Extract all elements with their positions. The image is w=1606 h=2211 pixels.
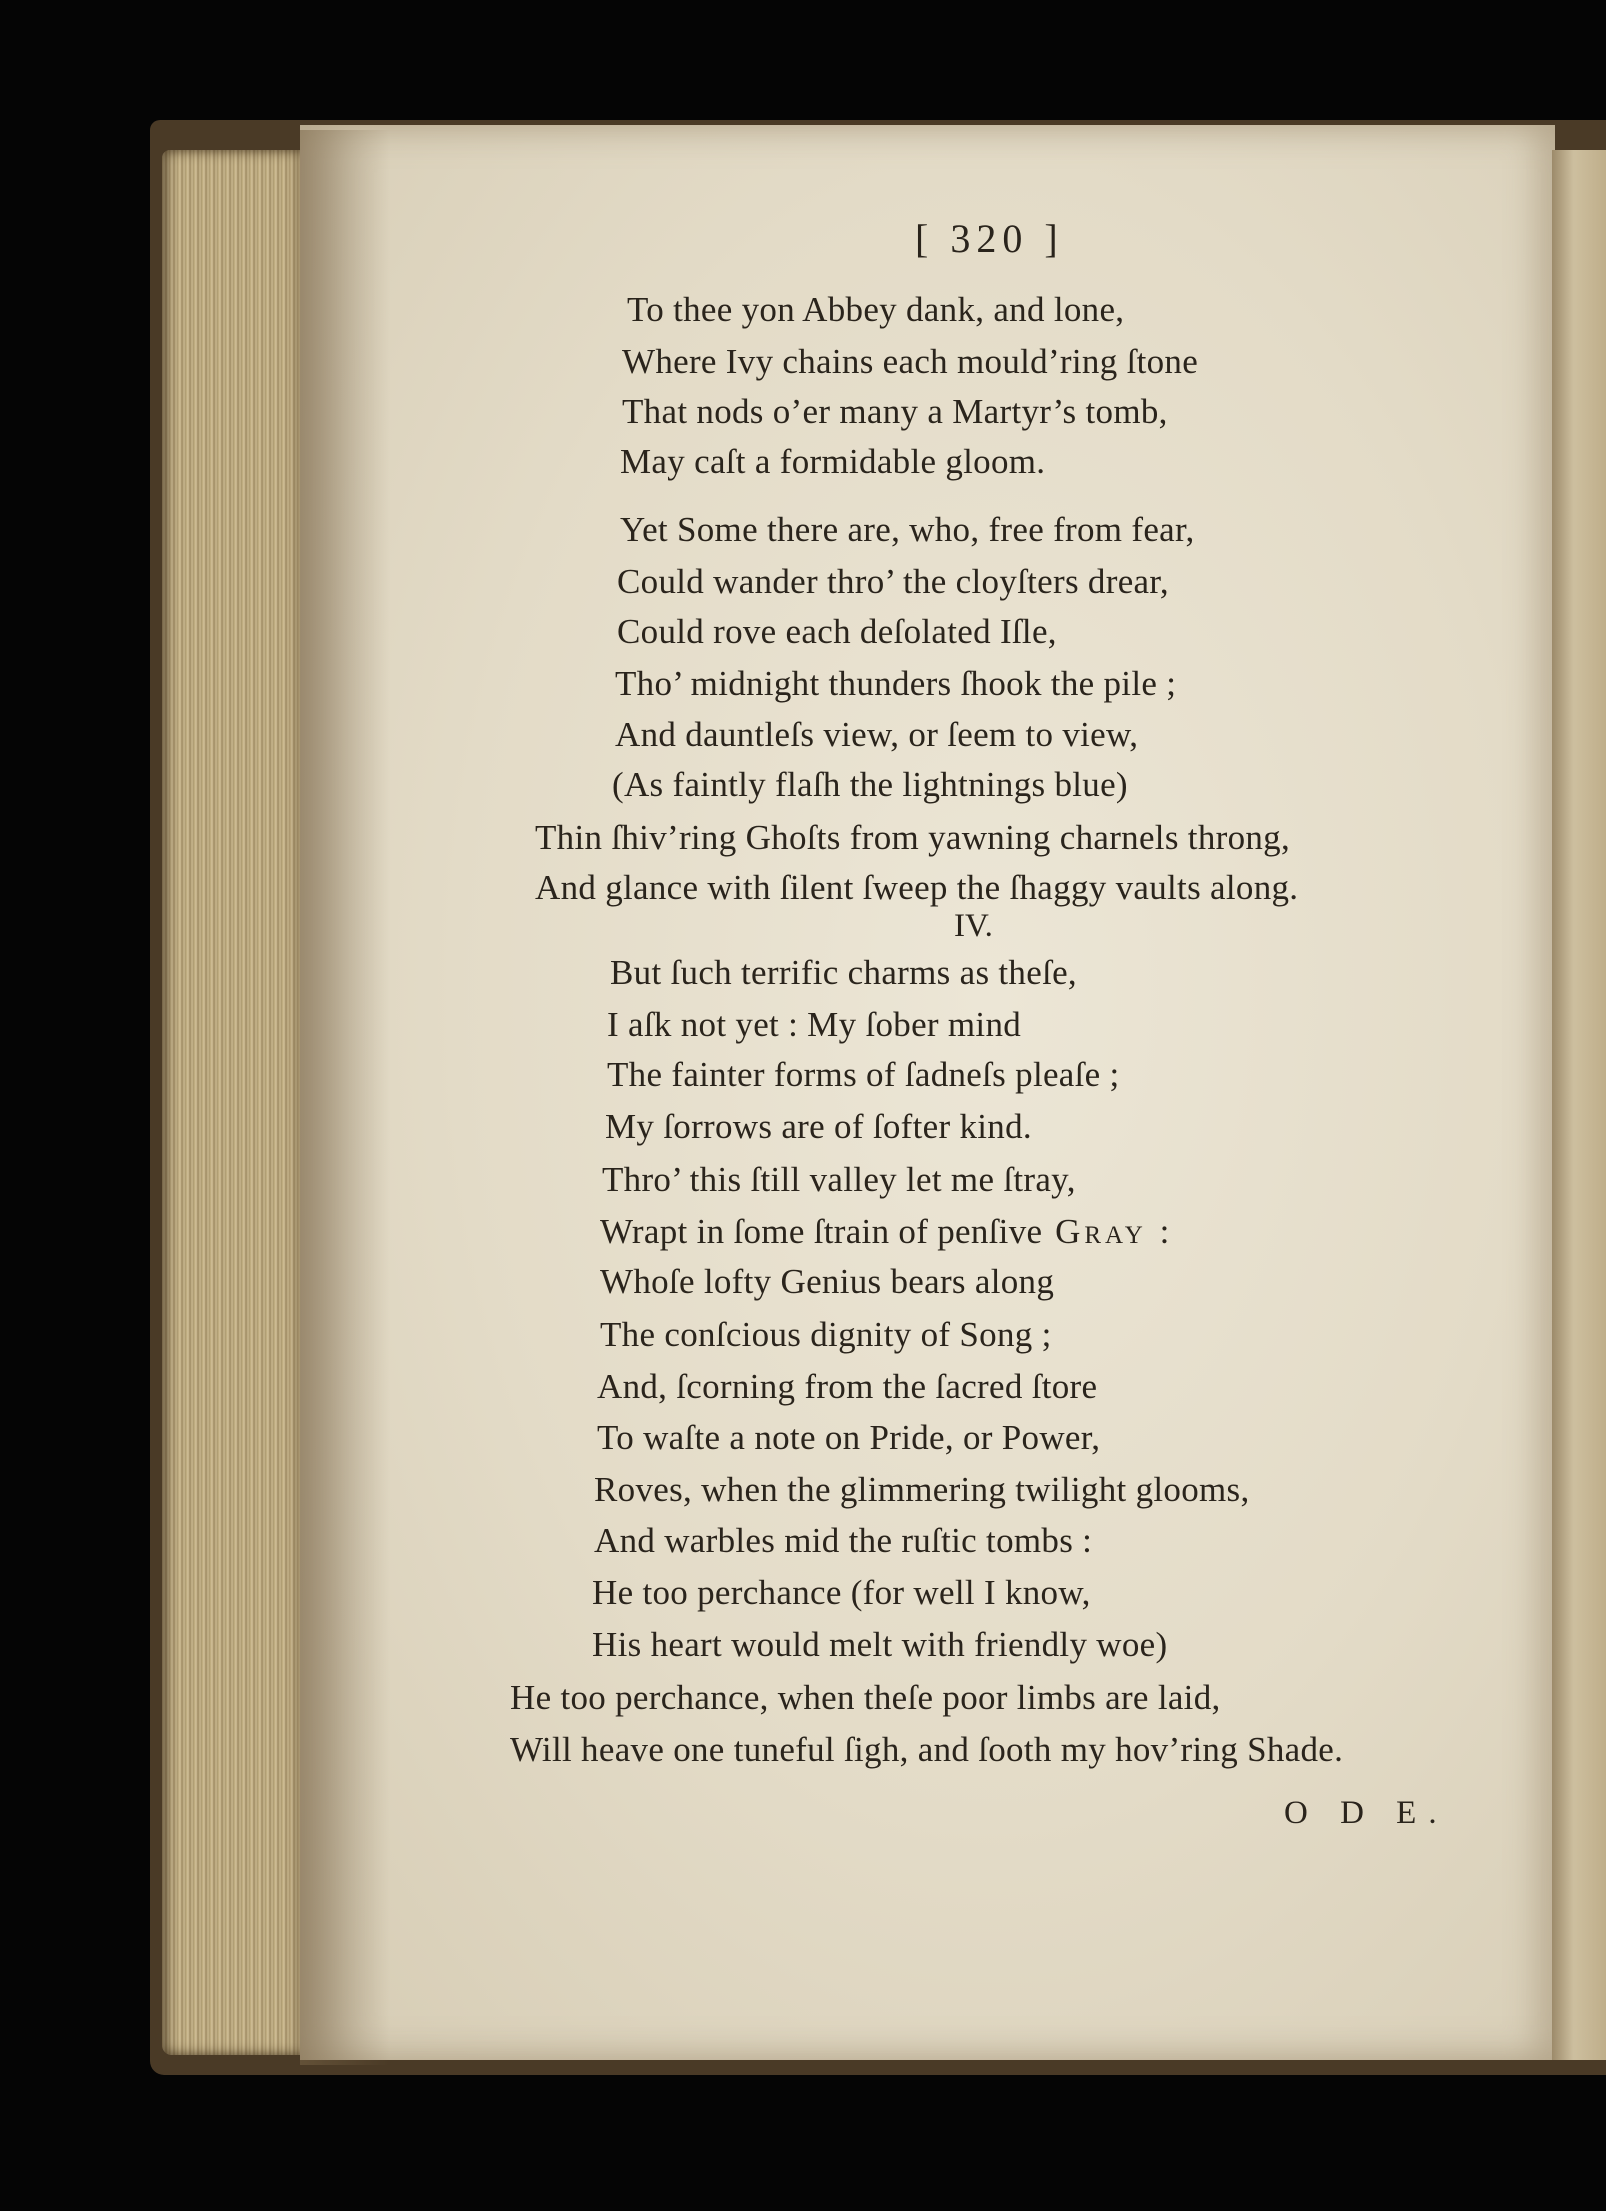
poem-line: Could wander thro’ the cloyſters drear, bbox=[617, 562, 1169, 601]
poem-line: He too perchance, when theſe poor limbs are laid, bbox=[510, 1678, 1221, 1717]
poem-line: His heart would melt with friendly woe) bbox=[592, 1625, 1168, 1664]
poet-name-gray: Gray : bbox=[1042, 1212, 1174, 1251]
poem-line: My ſorrows are of ſofter kind. bbox=[605, 1107, 1032, 1146]
page-fore-edge bbox=[162, 150, 307, 2055]
poem-line: That nods o’er many a Martyr’s tomb, bbox=[622, 392, 1168, 431]
gutter-shadow bbox=[300, 130, 390, 2065]
poem-line: Wrapt in ſome ſtrain of penſive Gray : bbox=[600, 1212, 1174, 1251]
poem-line: Tho’ midnight thunders ſhook the pile ; bbox=[615, 664, 1177, 703]
poem-line: Could rove each deſolated Iſle, bbox=[617, 612, 1057, 651]
facing-page-edge bbox=[1552, 150, 1606, 2060]
poem-line: Yet Some there are, who, free from fear, bbox=[620, 510, 1195, 549]
poem-line: And warbles mid the ruſtic tombs : bbox=[594, 1521, 1093, 1560]
poem-line: Whoſe lofty Genius bears along bbox=[600, 1262, 1055, 1301]
page-number: [ 320 ] bbox=[915, 216, 1064, 261]
poem-line: (As faintly flaſh the lightnings blue) bbox=[612, 765, 1128, 804]
poem-line: To thee yon Abbey dank, and lone, bbox=[627, 290, 1125, 329]
poem-line: The conſcious dignity of Song ; bbox=[600, 1315, 1052, 1354]
poem-line: And glance with ſilent ſweep the ſhaggy vaults along. bbox=[535, 868, 1299, 907]
poem-line: And, ſcorning from the ſacred ſtore bbox=[597, 1367, 1098, 1406]
catchword: O D E. bbox=[1284, 1795, 1449, 1831]
poem-line: And dauntleſs view, or ſeem to view, bbox=[615, 715, 1139, 754]
poem-line: Will heave one tuneful ſigh, and ſooth my hov’ring Shade. bbox=[510, 1730, 1344, 1769]
stanza-numeral: IV. bbox=[954, 908, 993, 944]
poem-line: He too perchance (for well I know, bbox=[592, 1573, 1091, 1612]
poem-line: Roves, when the glimmering twilight glooms, bbox=[594, 1470, 1250, 1509]
poem-line: May caſt a formidable gloom. bbox=[620, 442, 1046, 481]
poem-line: But ſuch terrific charms as theſe, bbox=[610, 953, 1077, 992]
poem-line: The fainter forms of ſadneſs pleaſe ; bbox=[607, 1055, 1120, 1094]
poem-line: Where Ivy chains each mould’ring ſtone bbox=[622, 342, 1199, 381]
poem-line: To waſte a note on Pride, or Power, bbox=[597, 1418, 1101, 1457]
poem-line: I aſk not yet : My ſober mind bbox=[607, 1005, 1022, 1044]
poem-line: Thro’ this ſtill valley let me ſtray, bbox=[602, 1160, 1076, 1199]
poem-line: Thin ſhiv’ring Ghoſts from yawning charnels throng, bbox=[535, 818, 1291, 857]
